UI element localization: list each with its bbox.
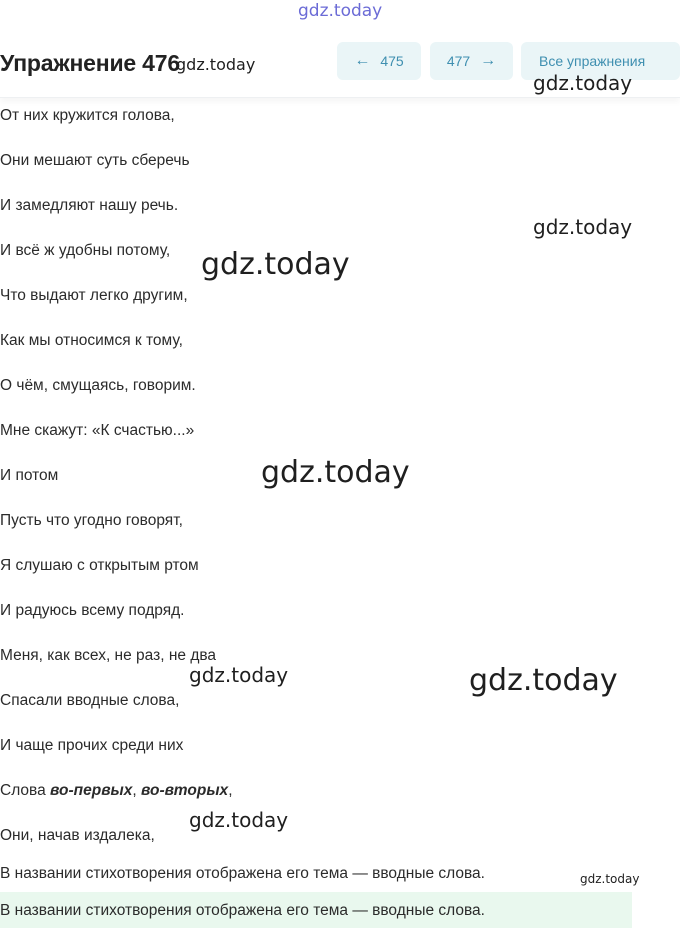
prev-exercise-label: 475: [380, 53, 404, 69]
watermark: gdz.today: [533, 71, 633, 95]
intro-word-second: во-вторых: [141, 782, 229, 799]
watermark: gdz.today: [469, 663, 618, 698]
watermark: gdz.today: [261, 455, 410, 490]
watermark: gdz.today: [201, 247, 350, 282]
poem-line: И радуюсь всему подряд.: [0, 602, 185, 619]
poem-line-introductory-words: [0, 781, 233, 801]
words-prefix: Слова: [0, 782, 51, 799]
poem-line: Что выдают легко другим,: [0, 287, 188, 304]
watermark: gdz.today: [189, 808, 289, 832]
poem-line: Пусть что угодно говорят,: [0, 512, 183, 529]
poem-line: Меня, как всех, не раз, не два: [0, 647, 217, 664]
watermark: gdz.today: [580, 872, 640, 886]
poem-line: От них кружится голова,: [0, 107, 175, 124]
poem-line: Они, начав издалека,: [0, 827, 155, 844]
all-exercises-label: Все упражнения: [539, 53, 646, 69]
conclusion-text: В названии стихотворения отображена его тема — вводные слова.: [0, 865, 485, 882]
words-separator: ,: [132, 782, 142, 799]
watermark: gdz.today: [298, 1, 383, 21]
intro-word-first: во-первых: [50, 782, 133, 799]
poem-line: И чаще прочих среди них: [0, 737, 184, 754]
poem-line: Они мешают суть сберечь: [0, 152, 190, 169]
answer-text: В названии стихотворения отображена его тема — вводные слова.: [0, 902, 485, 919]
next-exercise-button[interactable]: [430, 42, 513, 80]
page-title: Упражнение 476: [0, 50, 180, 76]
poem-line: И потом: [0, 467, 59, 484]
poem-line: Я слушаю с открытым ртом: [0, 557, 199, 574]
poem-line: Мне скажут: «К счастью...»: [0, 422, 195, 439]
prev-exercise-button[interactable]: [337, 42, 421, 80]
arrow-right-icon: →: [480, 52, 497, 69]
poem-line: О чём, смущаясь, говорим.: [0, 377, 196, 394]
watermark: gdz.today: [189, 663, 289, 687]
watermark: gdz.today: [176, 55, 256, 74]
words-suffix: ,: [228, 782, 233, 799]
arrow-left-icon: ←: [354, 52, 371, 69]
poem-line: И всё ж удобны потому,: [0, 242, 171, 259]
poem-line: Как мы относимся к тому,: [0, 332, 183, 349]
watermark: gdz.today: [533, 215, 633, 239]
poem-line: Спасали вводные слова,: [0, 692, 180, 709]
poem-line: И замедляют нашу речь.: [0, 197, 179, 214]
next-exercise-label: 477: [446, 53, 471, 69]
